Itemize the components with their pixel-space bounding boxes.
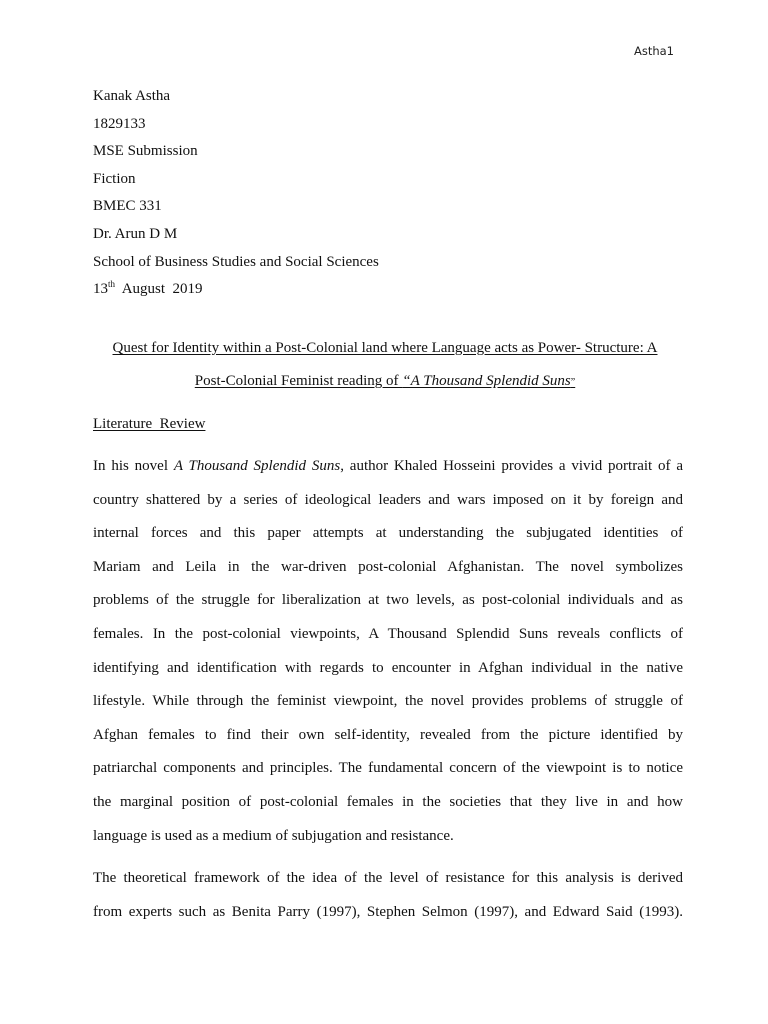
paragraph-2-line: The theoretical framework of the idea of the level of resistance for this analysis is derived bbox=[93, 870, 683, 886]
paragraph-1-line: problems of the struggle for liberalization at two levels, as post-colonial individuals and as bbox=[93, 592, 683, 609]
section-heading: Literature Review bbox=[93, 416, 206, 432]
paragraph-1-line: females. In the post-colonial viewpoints, A Thousand Splendid Suns reveals conflicts of bbox=[93, 625, 683, 642]
paragraph-1-line: identifying and identification with regards to encounter in Afghan individual in the native bbox=[93, 659, 683, 676]
line-text: , author Khaled Hosseini provides a vivid portrait of a bbox=[340, 458, 683, 474]
title-line-2 bbox=[85, 371, 685, 404]
title-book-name: “A Thousand Splendid Suns bbox=[402, 373, 571, 389]
school-name: School of Business Studies and Social Sciences bbox=[93, 253, 379, 270]
genre: Fiction bbox=[93, 170, 136, 187]
paragraph-1-line: country shattered by a series of ideological leaders and wars imposed on it by foreign and bbox=[93, 491, 683, 508]
running-header: Astha1 bbox=[633, 44, 674, 58]
instructor-name: Dr. Arun D M bbox=[93, 225, 178, 242]
paragraph-2 bbox=[93, 868, 683, 935]
paper-title bbox=[85, 338, 685, 404]
paragraph-1-line: internal forces and this paper attempts at understanding the subjugated identities of bbox=[93, 525, 683, 542]
date-ordinal: th bbox=[108, 279, 116, 290]
paragraph-1-line: lifestyle. While through the feminist viewpoint, the novel provides problems of struggle of bbox=[93, 693, 683, 710]
title-prefix: Post-Colonial Feminist reading of bbox=[194, 373, 403, 389]
line-text: In his novel bbox=[93, 458, 174, 474]
submission-date bbox=[93, 279, 693, 307]
book-title-italic: A Thousand Splendid Suns bbox=[173, 458, 341, 474]
submission-type: MSE Submission bbox=[93, 143, 198, 160]
title-suffix: ” bbox=[570, 377, 576, 388]
paragraph-1-line: patriarchal components and principles. The fundamental concern of the viewpoint is to notice bbox=[93, 760, 683, 777]
title-line-1: Quest for Identity within a Post-Colonial land where Language acts as Power- Structure: A bbox=[112, 340, 658, 356]
paragraph-1-line-1 bbox=[93, 456, 683, 490]
paragraph-2-line: from experts such as Benita Parry (1997), Stephen Selmon (1997), and Edward Said (1993). bbox=[93, 903, 683, 920]
paragraph-1-line: Afghan females to find their own self-identity, revealed from the picture identified by bbox=[93, 726, 683, 743]
paragraph-1 bbox=[93, 456, 683, 859]
course-code: BMEC 331 bbox=[93, 198, 162, 215]
date-month-year: August 2019 bbox=[115, 281, 203, 298]
author-info-block bbox=[93, 86, 693, 307]
paragraph-1-line: the marginal position of post-colonial females in the societies that they live in and how bbox=[93, 793, 683, 810]
paragraph-1-last-line: language is used as a medium of subjugation and resistance. bbox=[93, 827, 454, 844]
roll-number: 1829133 bbox=[93, 115, 146, 132]
paragraph-1-line: Mariam and Leila in the war-driven post-colonial Afghanistan. The novel symbolizes bbox=[93, 558, 683, 575]
author-name: Kanak Astha bbox=[93, 88, 171, 104]
date-day: 13 bbox=[93, 281, 108, 298]
